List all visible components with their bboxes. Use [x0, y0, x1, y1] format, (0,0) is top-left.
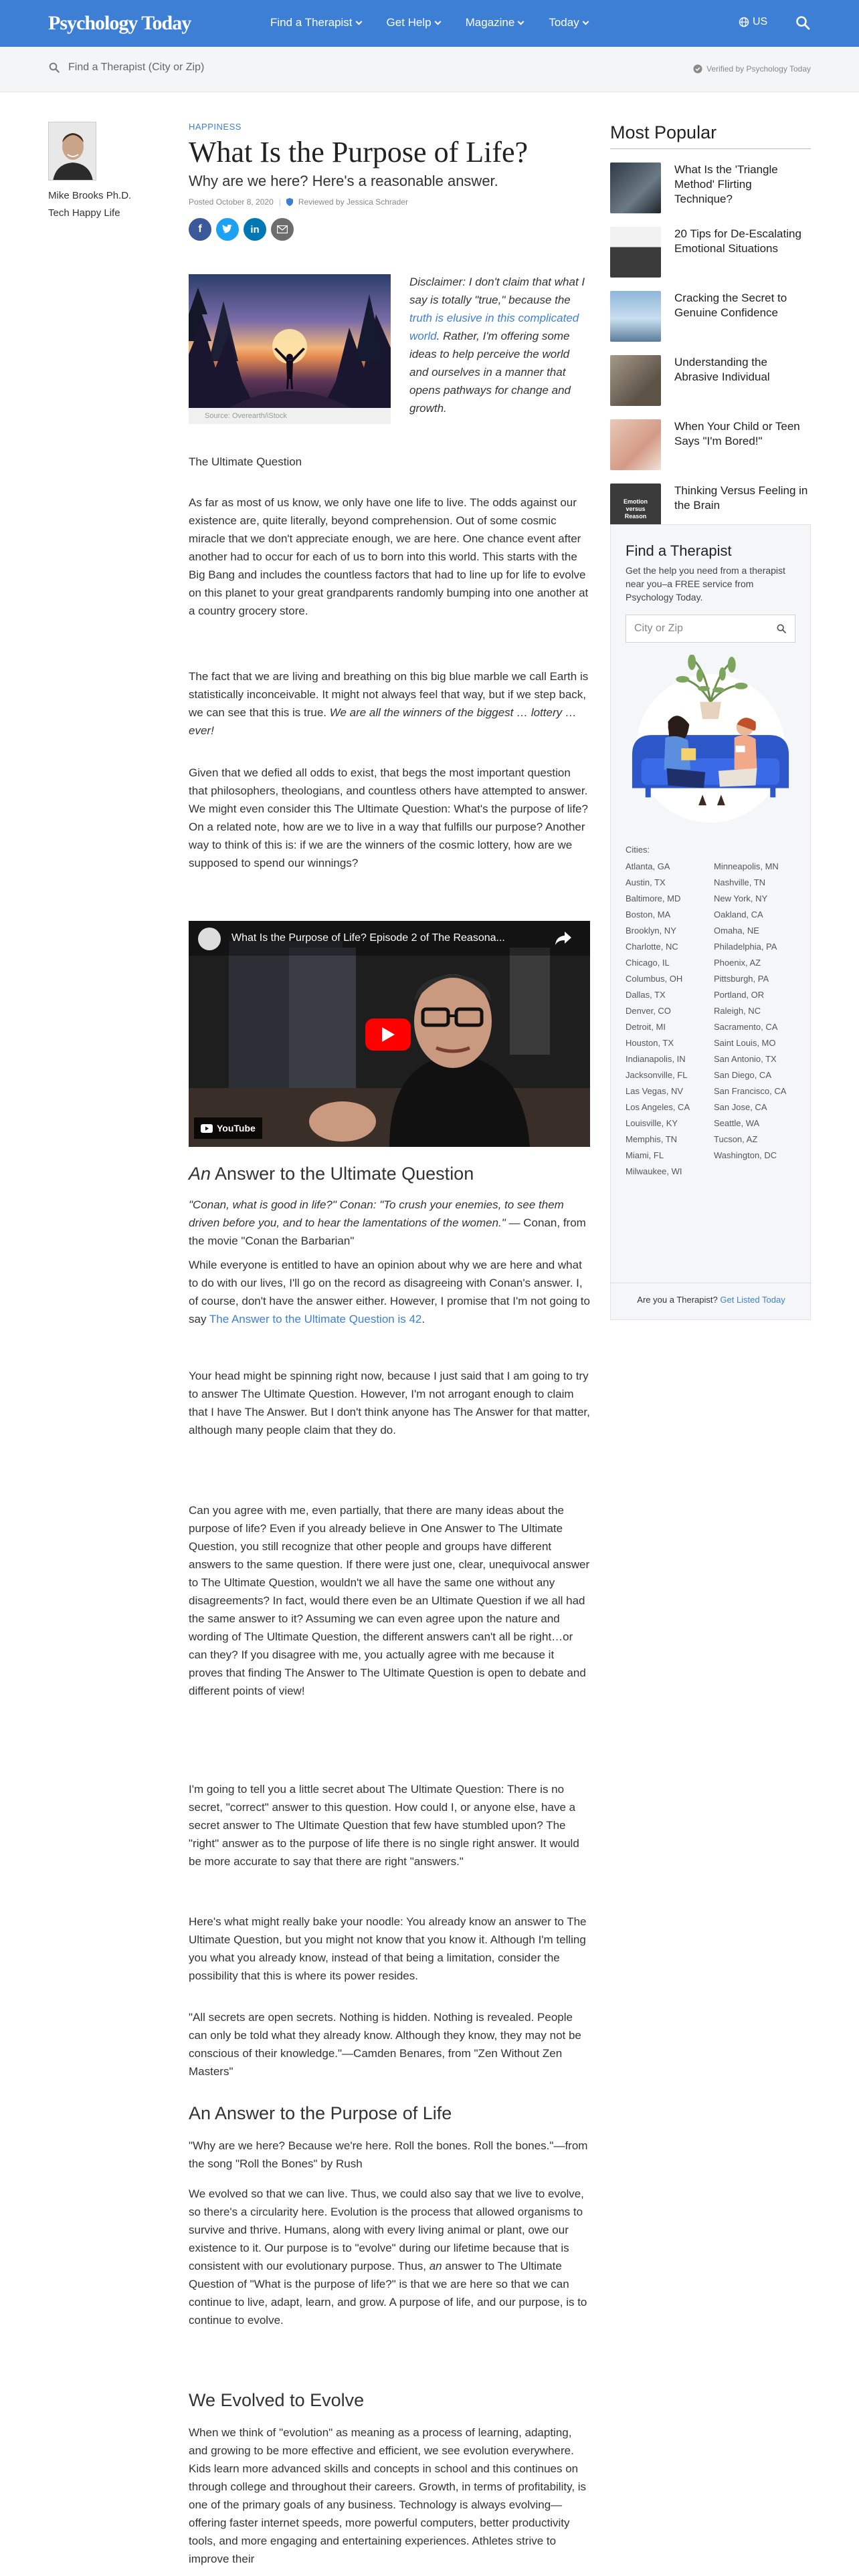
city-link[interactable]: Columbus, OH [626, 974, 683, 984]
twitter-share-button[interactable] [216, 218, 239, 241]
youtube-icon [201, 1124, 213, 1133]
city-link[interactable]: San Francisco, CA [714, 1086, 787, 1096]
author-info [48, 187, 131, 222]
paragraph: When we think of "evolution" as meaning as a process of learning, adapting, and growing to be more effective and efficient, we see evolution everywhere. Kids learn more advanced skills and concepts in school and this continues on through college and throughout their careers. Growth, in terms of profitability, is one of the primary goals of any business. Technology is always evolving—offering faster internet speeds, more powerful computers, better productivity tools, and more engaging and entertaining experiences. Athletes strive to improve their [189, 2426, 587, 2565]
popular-item[interactable] [610, 355, 811, 406]
shield-icon [286, 198, 293, 206]
city-link[interactable]: San Jose, CA [714, 1102, 767, 1112]
answer-42-link[interactable]: The Answer to the Ultimate Question is 42 [209, 1313, 422, 1325]
paragraph-text: While everyone is entitled to have an opinion about why we are here and what to do with our lives, I'll go on the record as disagreeing with Conan's answer. I, of course, don't have the answer either. However, I promise that I'm not going to say [189, 1259, 590, 1325]
most-popular-title: Most Popular [610, 120, 811, 149]
city-link[interactable]: Atlanta, GA [626, 861, 670, 871]
site-header [0, 0, 859, 47]
city-link[interactable]: Brooklyn, NY [626, 926, 676, 936]
popular-title: What Is the 'Triangle Method' Flirting Technique? [674, 163, 778, 205]
video-title[interactable]: What Is the Purpose of Life? Episode 2 of The Reasona... [231, 932, 505, 944]
play-icon [381, 1027, 395, 1043]
section-heading-ultimate-question: The Ultimate Question [189, 455, 302, 468]
cities-list [626, 859, 795, 1180]
city-link[interactable]: Dallas, TX [626, 990, 666, 1000]
city-link[interactable]: Tucson, AZ [714, 1134, 758, 1144]
city-link[interactable]: Jacksonville, FL [626, 1070, 688, 1080]
city-link[interactable]: Indianapolis, IN [626, 1054, 686, 1064]
quote-conan [189, 1196, 590, 1250]
city-link[interactable]: Philadelphia, PA [714, 942, 777, 952]
truth-elusive-link[interactable]: truth is elusive in this complicated world [409, 312, 579, 342]
city-link[interactable]: Louisville, KY [626, 1118, 678, 1128]
city-link[interactable]: Milwaukee, WI [626, 1166, 682, 1176]
therapist-search-input[interactable] [48, 62, 204, 74]
therapy-illustration [626, 655, 795, 835]
search-placeholder: Find a Therapist (City or Zip) [68, 62, 205, 73]
meta-divider: | [278, 197, 281, 207]
popular-item[interactable] [610, 227, 811, 278]
header-search-button[interactable] [795, 15, 811, 34]
disclaimer [409, 273, 591, 417]
article-subtitle: Why are we here? Here's a reasonable answer. [189, 173, 498, 189]
article [189, 120, 590, 2565]
popular-thumbnail [610, 419, 661, 470]
nav-label: Today [549, 16, 579, 29]
search-icon[interactable] [776, 623, 787, 634]
city-link[interactable]: Miami, FL [626, 1150, 664, 1160]
nav-label: Magazine [465, 16, 515, 29]
channel-avatar[interactable] [198, 928, 221, 950]
popular-thumbnail [610, 227, 661, 278]
city-link[interactable]: Phoenix, AZ [714, 958, 761, 968]
city-link[interactable]: Nashville, TN [714, 877, 766, 887]
chevron-down-icon [355, 18, 362, 25]
section-heading-purpose: An Answer to the Purpose of Life [189, 2103, 452, 2123]
city-link[interactable]: Omaha, NE [714, 926, 759, 936]
disclaimer-text: . Rather, I'm offering some ideas to help perceive the world and ourselves in a manner that opens pathways for change and growth. [409, 330, 571, 415]
chevron-down-icon [582, 18, 589, 25]
city-link[interactable]: New York, NY [714, 893, 768, 903]
get-listed-link[interactable]: Get Listed Today [720, 1295, 785, 1305]
popular-title: Understanding the Abrasive Individual [674, 356, 770, 383]
image-credit: Source: Overearth/iStock [189, 408, 391, 424]
emphasis-text: We are all the winners of the biggest … lottery … ever! [189, 706, 577, 737]
city-link[interactable]: Detroit, MI [626, 1022, 666, 1032]
city-link[interactable]: Denver, CO [626, 1006, 671, 1016]
popular-item[interactable] [610, 291, 811, 342]
email-share-button[interactable] [271, 218, 294, 241]
therapist-listing-prompt [611, 1283, 812, 1306]
quote-benares: "All secrets are open secrets. Nothing is hidden. Nothing is revealed. People can only be told what they already know. Although they know, they may not be conscious of their knowledge."—Camden Benares, from "Zen Without Zen Masters" [189, 2011, 581, 2078]
city-link[interactable]: Raleigh, NC [714, 1006, 761, 1016]
video-player[interactable] [189, 921, 590, 1147]
find-therapist-title: Find a Therapist [626, 542, 732, 559]
cities-label: Cities: [626, 845, 650, 855]
thumbnail-caption: Emotion versus Reason [624, 498, 648, 520]
envelope-icon [277, 225, 288, 233]
popular-item[interactable] [610, 163, 811, 213]
heading-emphasis: An [189, 1164, 211, 1184]
city-link[interactable]: Las Vegas, NV [626, 1086, 683, 1096]
paragraph-text: We evolved so that we can live. Thus, we could also say that we live to evolve, so there's a circularity here. Evolution is the process that allowed organisms to survive and thrive. Humans, along with every living animal or plant, owe our existence to it. Our purpose is to "evolve" during our lifetime because that is consistent with our evolutionary purpose. Thus, [189, 2187, 584, 2272]
facebook-share-button[interactable]: f [189, 218, 211, 241]
chevron-down-icon [518, 18, 524, 25]
city-link[interactable]: Houston, TX [626, 1038, 674, 1048]
popular-title: Cracking the Secret to Genuine Confidence [674, 292, 787, 319]
paragraph-text: answer to The Ultimate Question of "What is the purpose of life?" is that we are here so that we can continue to live, adapt, learn, and grow. A purpose of life, and our purpose, is to continue to evolve. [189, 2260, 587, 2327]
verified-badge [693, 64, 811, 74]
city-link[interactable]: Los Angeles, CA [626, 1102, 690, 1112]
city-link[interactable]: Baltimore, MD [626, 893, 681, 903]
city-link[interactable]: Chicago, IL [626, 958, 670, 968]
chevron-down-icon [434, 18, 441, 25]
section-heading-answer [189, 1162, 590, 1185]
paragraph: Here's what might really bake your noodle: You already know an answer to The Ultimate Question, but you might not know that you know it. Although I'm telling you what you already know, instead of that being a limitation, consider the possibility that this is where its power resides. [189, 1915, 587, 1982]
heading-text: Answer to the Ultimate Question [211, 1164, 474, 1184]
city-link[interactable]: Pittsburgh, PA [714, 974, 769, 984]
paragraph: Your head might be spinning right now, because I just said that I am going to try to answer The Ultimate Question. However, I'm not arrogant enough to claim that I have The Answer. But I don't think anyone has The Answer for that matter, although many people claim that they do. [189, 1370, 590, 1436]
nav-get-help[interactable] [387, 16, 440, 29]
city-link[interactable]: Memphis, TN [626, 1134, 678, 1144]
site-logo[interactable]: Psychology Today [48, 12, 191, 34]
article-title: What Is the Purpose of Life? [189, 136, 529, 169]
paragraph: As far as most of us know, we only have one life to live. The odds against our existence are, quite literally, beyond comprehension. Out of some cosmic miracle that we don't appreciate enough, we are here. One chance event after another had to occur for each of us to born into this world. This starts with the Big Bang and includes the countless factors that had to line up for life to evolve on this planet to your great grandparents randomly bumping into one another at a country grocery store. [189, 496, 589, 617]
city-link[interactable]: Seattle, WA [714, 1118, 760, 1128]
paragraph-text: . [421, 1313, 425, 1325]
therapist-search-bar [0, 47, 859, 92]
therapist-question: Are you a Therapist? [637, 1295, 718, 1305]
city-link[interactable]: Sacramento, CA [714, 1022, 778, 1032]
popular-title: 20 Tips for De-Escalating Emotional Situations [674, 227, 801, 255]
youtube-label: YouTube [217, 1123, 256, 1134]
city-link[interactable]: Portland, OR [714, 990, 765, 1000]
city-link[interactable]: Boston, MA [626, 909, 671, 920]
quote-rush: "Why are we here? Because we're here. Roll the bones. Roll the bones."—from the song "Roll the Bones" by Rush [189, 2139, 588, 2170]
paragraph [189, 667, 590, 740]
nav-today[interactable] [549, 16, 587, 29]
globe-icon [739, 17, 749, 27]
nav-label: Get Help [386, 16, 432, 29]
video-share-button[interactable] [554, 930, 573, 950]
author-avatar[interactable] [48, 122, 96, 181]
search-icon [795, 15, 811, 31]
verified-text: Verified by Psychology Today [706, 64, 811, 74]
paragraph: I'm going to tell you a little secret about The Ultimate Question: There is no secret, "correct" answer to this question. How could I, or anyone else, have a secret answer to The Ultimate Question that few have stumbled upon? The "right" answer as to the purpose of life there is no single right answer. It would be more accurate to say that there are right "answers." [189, 1783, 579, 1868]
article-meta [189, 195, 590, 209]
input-placeholder: City or Zip [634, 623, 683, 634]
city-link[interactable]: San Antonio, TX [714, 1054, 777, 1064]
city-link[interactable]: Minneapolis, MN [714, 861, 779, 871]
paragraph: Given that we defied all odds to exist, that begs the most important question that philosophers, theologians, and countless others have attempted to answer. We might even consider this The Ultimate Question: What's the purpose of life? On a related note, how are we to live in a way that fulfills our purpose? Another way to think of this is: if we are the winners of the cosmic lottery, how are we supposed to spend our winnings? [189, 766, 588, 869]
author-name[interactable]: Mike Brooks Ph.D. [48, 190, 132, 201]
twitter-icon [222, 225, 233, 234]
city-link[interactable]: Saint Louis, MO [714, 1038, 776, 1048]
quote-attribution: — Conan, from the movie "Conan the Barbarian" [189, 1216, 586, 1247]
paragraph [189, 2185, 590, 2329]
sidebar [610, 120, 811, 534]
popular-title: When Your Child or Teen Says "I'm Bored!" [674, 420, 800, 447]
share-buttons [189, 218, 590, 241]
city-link[interactable]: Charlotte, NC [626, 942, 678, 952]
hero-image [189, 274, 391, 408]
city-link[interactable]: San Diego, CA [714, 1070, 771, 1080]
section-heading-evolve: We Evolved to Evolve [189, 2390, 365, 2410]
linkedin-share-button[interactable]: in [244, 218, 266, 241]
paragraph: Can you agree with me, even partially, that there are many ideas about the purpose of life? Even if you already believe in One Answer to The Ultimate Question, you still recognize that other people and groups have different answers to the same question. If there were just one, clear, unequivocal answer to The Ultimate Question, wouldn't we all have the same one without any disagreements? In fact, would there even be an Ultimate Question if we all had the same answer to it? Assuming we can even agree upon the nature and wording of The Ultimate Question, the different answers can't all be right…or can they? If you disagree with me, you actually agree with me because it proves that finding The Answer to The Ultimate Question is open to debate and different points of view! [189, 1504, 590, 1697]
share-icon [554, 930, 573, 946]
posted-date: Posted October 8, 2020 [189, 197, 274, 207]
nav-magazine[interactable] [466, 16, 524, 29]
author-blog[interactable]: Tech Happy Life [48, 207, 120, 219]
popular-thumbnail [610, 163, 661, 213]
paragraph [189, 1256, 590, 1328]
find-therapist-widget [610, 524, 811, 1320]
reviewed-by: Reviewed by Jessica Schrader [298, 197, 408, 207]
city-link[interactable]: Washington, DC [714, 1150, 777, 1160]
article-topic[interactable]: HAPPINESS [189, 122, 242, 132]
locale-label: US [753, 16, 768, 27]
popular-thumbnail [610, 355, 661, 406]
disclaimer-text: Disclaimer: I don't claim that what I say is totally "true," because the [409, 276, 585, 306]
nav-find-therapist[interactable] [270, 16, 361, 29]
paragraph-text: The fact that we are living and breathing on this big blue marble we call Earth is statistically inconceivable. It might not always feel that way, but if we step back, we can see that this is true. [189, 670, 589, 719]
locale-selector[interactable] [739, 16, 767, 28]
main-nav [270, 16, 588, 29]
video-play-button[interactable] [365, 1018, 411, 1051]
city-link[interactable]: Austin, TX [626, 877, 666, 887]
search-icon [48, 62, 60, 74]
watch-on-youtube[interactable] [194, 1117, 262, 1139]
find-therapist-description: Get the help you need from a therapist near you–a FREE service from Psychology Today. [626, 565, 785, 603]
popular-item[interactable] [610, 419, 811, 470]
quote-text: "Conan, what is good in life?" Conan: "To crush your enemies, to see them driven before you, and to hear the lamentations of the women." [189, 1198, 564, 1229]
popular-title: Thinking Versus Feeling in the Brain [674, 484, 808, 512]
popular-thumbnail [610, 291, 661, 342]
emphasis-text: an [429, 2260, 442, 2272]
city-link[interactable]: Oakland, CA [714, 909, 763, 920]
city-zip-input[interactable] [626, 615, 795, 643]
check-circle-icon [693, 64, 702, 74]
nav-label: Find a Therapist [270, 16, 353, 29]
